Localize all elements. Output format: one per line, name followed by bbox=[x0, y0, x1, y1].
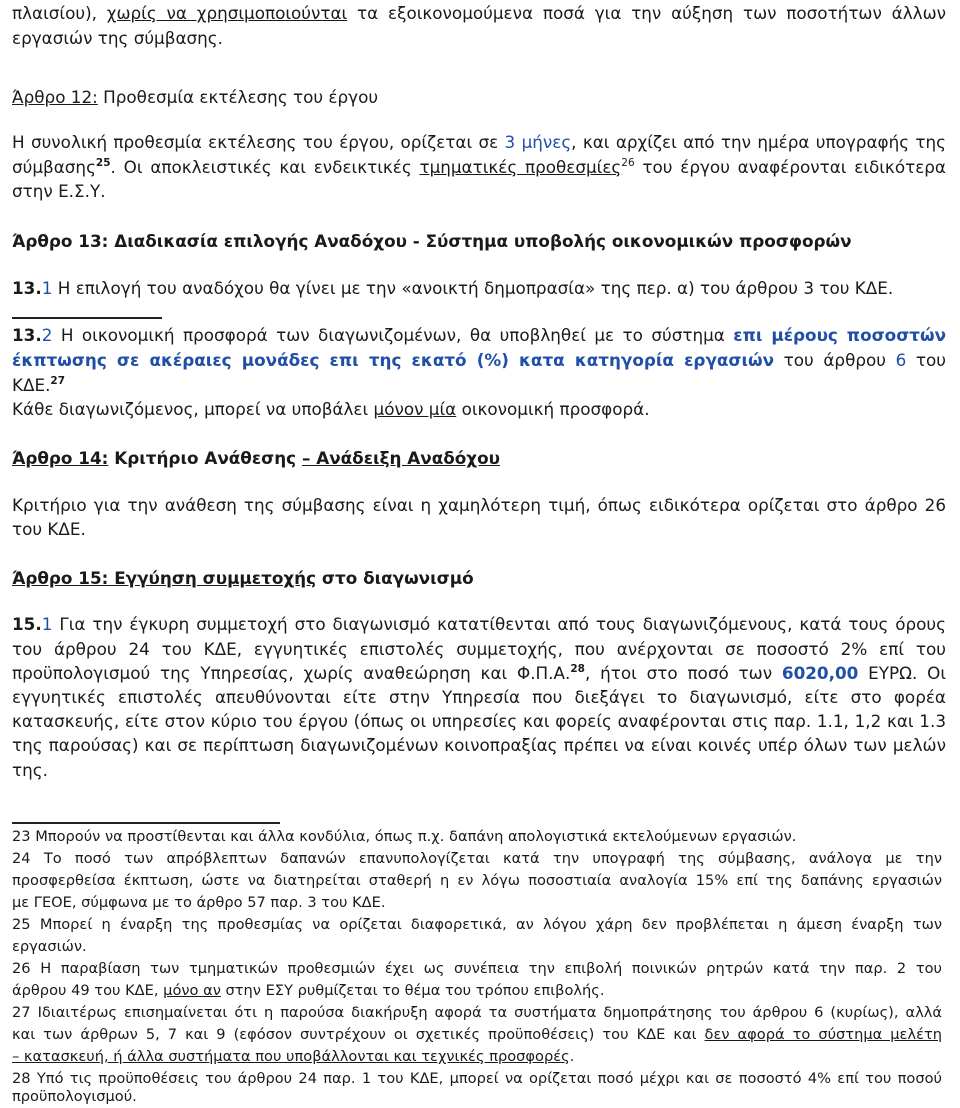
footnote-27-line-3: – κατασκευή, ή άλλα συστήματα που υποβάλλονται και τεχνικές προσφορές. bbox=[12, 1048, 575, 1065]
article-12-line-1: Η συνολική προθεσμία εκτέλεσης του έργου, ορίζεται σε 3 μήνες, και αρχίζει από την ημέρα υπογραφής της bbox=[12, 132, 946, 152]
article-12-line-2: σύμβασης$^{25}$. Οι αποκλειστικές και ενδεικτικές τμηματικές προθεσμίες$^{26}$ του έργου αναφέρονται ειδικότερα bbox=[12, 157, 946, 177]
footnote-23: 23 Μπορούν να προστίθενται και άλλα κονδύλια, όπως π.χ. δαπάνη απολογιστικά εκτελούμενων εργασιών. bbox=[12, 828, 797, 845]
article-15-line-4: εγγυητικές επιστολές απευθύνονται είτε στην Υπηρεσία που διεξάγει το διαγωνισμό, είτε στο φορέα bbox=[12, 687, 946, 707]
footnote-separator bbox=[12, 822, 280, 824]
article-15-line-7: της. bbox=[12, 760, 48, 780]
footnote-26-line-1: 26 Η παραβίαση των τμηματικών προθεσμιών έχει ως συνέπεια την επιβολή ποινικών ρητρών κατά την παρ. 2 του bbox=[12, 960, 942, 977]
footnote-28-line-2: προϋπολογισμού. bbox=[12, 1088, 137, 1105]
article-15-line-5: κατασκευής, είτε στον κύριο του έργου (όπως οι υπηρεσίες και φορείς αναφέρονται στις παρ. 1.1, 1,2 και 1.3 bbox=[12, 711, 946, 731]
intro-line-2: εργασιών της σύμβασης. bbox=[12, 28, 223, 48]
article-13-heading: Άρθρο 13: Διαδικασία επιλογής Αναδόχου - Σύστημα υποβολής οικονομικών προσφορών bbox=[12, 231, 852, 251]
article-15-line-3: προϋπολογισμού της Υπηρεσίας, χωρίς αναθεώρηση και Φ.Π.Α.$^{28}$, ήτοι στο ποσό των 6020,00 ΕΥΡΩ. Οι bbox=[12, 663, 947, 683]
footnote-27-line-2: και των άρθρων 5, 7 και 9 (εφόσον συντρέχουν οι σχετικές προϋποθέσεις) του ΚΔΕ και δεν αφορά το σύστημα μελέτη bbox=[12, 1026, 942, 1043]
article-12-heading: Άρθρο 12: Προθεσμία εκτέλεσης του έργου bbox=[12, 87, 379, 107]
article-13-para-2-line-1: 13.2 Η οικονομική προσφορά των διαγωνιζομένων, θα υποβληθεί με το σύστημα επι μέρους ποσοστών bbox=[12, 325, 947, 345]
article-14-line-1: Κριτήριο για την ανάθεση της σύμβασης είναι η χαμηλότερη τιμή, όπως ειδικότερα ορίζεται στο άρθρο 26 bbox=[12, 495, 946, 515]
article-13-para-2-line-2: έκπτωσης σε ακέραιες μονάδες επι της εκατό (%) κατα κατηγορία εργασιών του άρθρου 6 του bbox=[12, 350, 946, 370]
article-12-line-3: στην Ε.Σ.Υ. bbox=[12, 181, 106, 201]
article-13-para-2-line-3: ΚΔΕ.$^{27}$ bbox=[12, 375, 66, 395]
footnote-24-line-1: 24 Το ποσό των απρόβλεπτων δαπανών επανυπολογίζεται κατά την υπογραφή της σύμβασης, ανάλογα με την bbox=[12, 850, 942, 867]
article-14-line-2: του ΚΔΕ. bbox=[12, 519, 86, 539]
footnote-25-line-2: εργασιών. bbox=[12, 938, 87, 955]
guarantee-amount: 6020,00 bbox=[781, 663, 859, 683]
separator-line bbox=[12, 317, 162, 319]
article-15-line-1: 15.1 Για την έγκυρη συμμετοχή στο διαγωνισμό κατατίθενται από τους διαγωνιζόμενους, κατά τους όρους bbox=[12, 614, 946, 634]
article-14-heading: Άρθρο 14: Κριτήριο Ανάθεσης – Ανάδειξη Αναδόχου bbox=[12, 448, 500, 468]
article-15-line-2: του άρθρου 24 του ΚΔΕ, εγγυητικές επιστολές συμμετοχής, που ανέρχονται σε ποσοστό 2% επί του bbox=[12, 639, 946, 659]
footnote-27-line-1: 27 Ιδιαιτέρως επισημαίνεται ότι η παρούσα διακήρυξη αφορά τα συστήματα δημοπράτησης του άρθρου 6 (κυρίως), αλλά bbox=[12, 1004, 942, 1021]
footnote-24-line-3: με ΓΕΟΕ, σύμφωνα με το άρθρο 57 παρ. 3 του ΚΔΕ. bbox=[12, 894, 386, 911]
article-13-para-1: 13.1 Η επιλογή του αναδόχου θα γίνει με την «ανοικτή δημοπρασία» της περ. α) του άρθρου 3 του ΚΔΕ. bbox=[12, 278, 894, 298]
footnote-24-line-2: προσφερθείσα έκπτωση, ώστε να διατηρείται σταθερή η εν λόγω ποσοστιαία αναλογία 15% επί της δαπάνης εργασιών bbox=[12, 872, 942, 889]
article-13-para-3: Κάθε διαγωνιζόμενος, μπορεί να υποβάλει μόνον μία οικονομική προσφορά. bbox=[12, 399, 650, 419]
footnote-28-line-1: 28 Υπό τις προϋποθέσεις του άρθρου 24 παρ. 1 του ΚΔΕ, μπορεί να ορίζεται ποσό μέχρι και σε ποσοστό 4% επί του ποσού bbox=[12, 1070, 942, 1087]
footnote-26-line-2: άρθρου 49 του ΚΔΕ, μόνο αν στην ΕΣΥ ρυθμίζεται το θέμα του τρόπου επιβολής. bbox=[12, 982, 605, 999]
article-15-line-6: της παρούσας) και σε περίπτωση διαγωνιζομένων κοινοπραξίας πρέπει να είναι κοινές υπέρ όλων των μελών bbox=[12, 735, 946, 755]
footnote-25-line-1: 25 Μπορεί η έναρξη της προθεσμίας να ορίζεται διαφορετικά, αν λόγου χάρη δεν προβλέπεται η άμεση έναρξη των bbox=[12, 916, 942, 933]
article-15-heading: Άρθρο 15: Εγγύηση συμμετοχής στο διαγωνισμό bbox=[12, 568, 474, 588]
intro-line-1: πλαισίου), χωρίς να χρησιμοποιούνται τα εξοικονομούμενα ποσά για την αύξηση των ποσοτήτων άλλων bbox=[12, 3, 947, 23]
